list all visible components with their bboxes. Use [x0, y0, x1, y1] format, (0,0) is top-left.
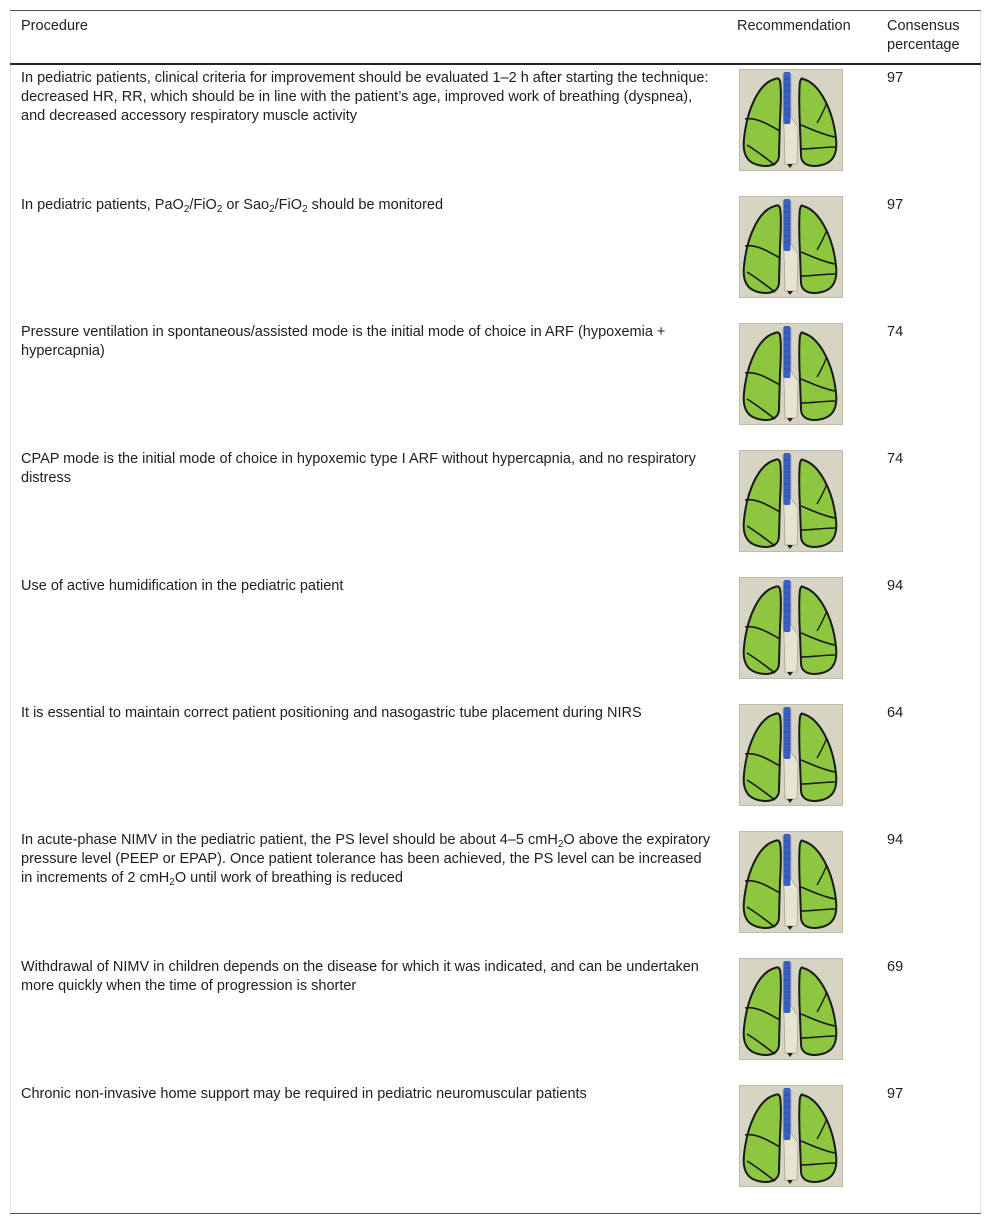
- procedure-text: Chronic non-invasive home support may be required in pediatric neuromuscular patients: [21, 1086, 587, 1102]
- consensus-value: 74: [887, 451, 904, 467]
- lungs-icon: [739, 450, 843, 552]
- lungs-icon: [739, 958, 843, 1060]
- procedure-text: Withdrawal of NIMV in children depends on the disease for which it was indicated, and can be undertaken more quickly when the time of progression is shorter: [21, 959, 699, 994]
- header-consensus-percentage: Consensus percentage: [887, 18, 960, 53]
- table-row: [0, 1082, 992, 1209]
- table-row: [0, 955, 992, 1082]
- header-recommendation: Recommendation: [737, 18, 851, 34]
- lungs-icon: [739, 196, 843, 298]
- table-row: [0, 701, 992, 828]
- lungs-icon: [739, 831, 843, 933]
- table-row: [0, 193, 992, 320]
- table-header-rule: [10, 63, 981, 65]
- table-row: [0, 828, 992, 955]
- table-row: [0, 447, 992, 574]
- table-row: [0, 320, 992, 447]
- procedure-text: In pediatric patients, clinical criteria for improvement should be evaluated 1–2 h after starting the technique: decreased HR, RR, which should be in line with the patient’s age, improved work of breathing (dyspnea), and decreased accessory respiratory muscle activity: [21, 70, 709, 124]
- procedure-text: Use of active humidification in the pediatric patient: [21, 578, 344, 594]
- table-row: [0, 574, 992, 701]
- table-row: [0, 66, 992, 193]
- procedure-text: It is essential to maintain correct patient positioning and nasogastric tube placement during NIRS: [21, 705, 642, 721]
- consensus-value: 64: [887, 705, 904, 721]
- consensus-value: 97: [887, 70, 904, 86]
- consensus-value: 97: [887, 1086, 904, 1102]
- procedure-text: In acute-phase NIMV in the pediatric patient, the PS level should be about 4–5 cmH$_2$O above the expiratory pressure level (PEEP or EPAP). Once patient tolerance has been achieved, the PS level can be increased in increments of 2 cmH$_2$O until work of breathing is reduced: [21, 832, 711, 888]
- consensus-value: 94: [887, 832, 904, 848]
- procedure-text: CPAP mode is the initial mode of choice in hypoxemic type I ARF without hypercapnia, and no respiratory distress: [21, 451, 696, 486]
- procedure-text: Pressure ventilation in spontaneous/assisted mode is the initial mode of choice in ARF (hypoxemia + hypercapnia): [21, 324, 666, 359]
- lungs-icon: [739, 577, 843, 679]
- consensus-value: 74: [887, 324, 904, 340]
- consensus-value: 69: [887, 959, 904, 975]
- table-bottom-rule: [10, 1213, 981, 1214]
- procedure-text: In pediatric patients, PaO$_2$/FiO$_2$ or Sao$_2$/FiO$_2$ should be monitored: [21, 197, 444, 215]
- lungs-icon: [739, 704, 843, 806]
- lungs-icon: [739, 1085, 843, 1187]
- lungs-icon: [739, 69, 843, 171]
- lungs-icon: [739, 323, 843, 425]
- header-procedure: Procedure: [21, 18, 88, 34]
- consensus-value: 94: [887, 578, 904, 594]
- table-top-rule: [10, 10, 981, 11]
- consensus-value: 97: [887, 197, 904, 213]
